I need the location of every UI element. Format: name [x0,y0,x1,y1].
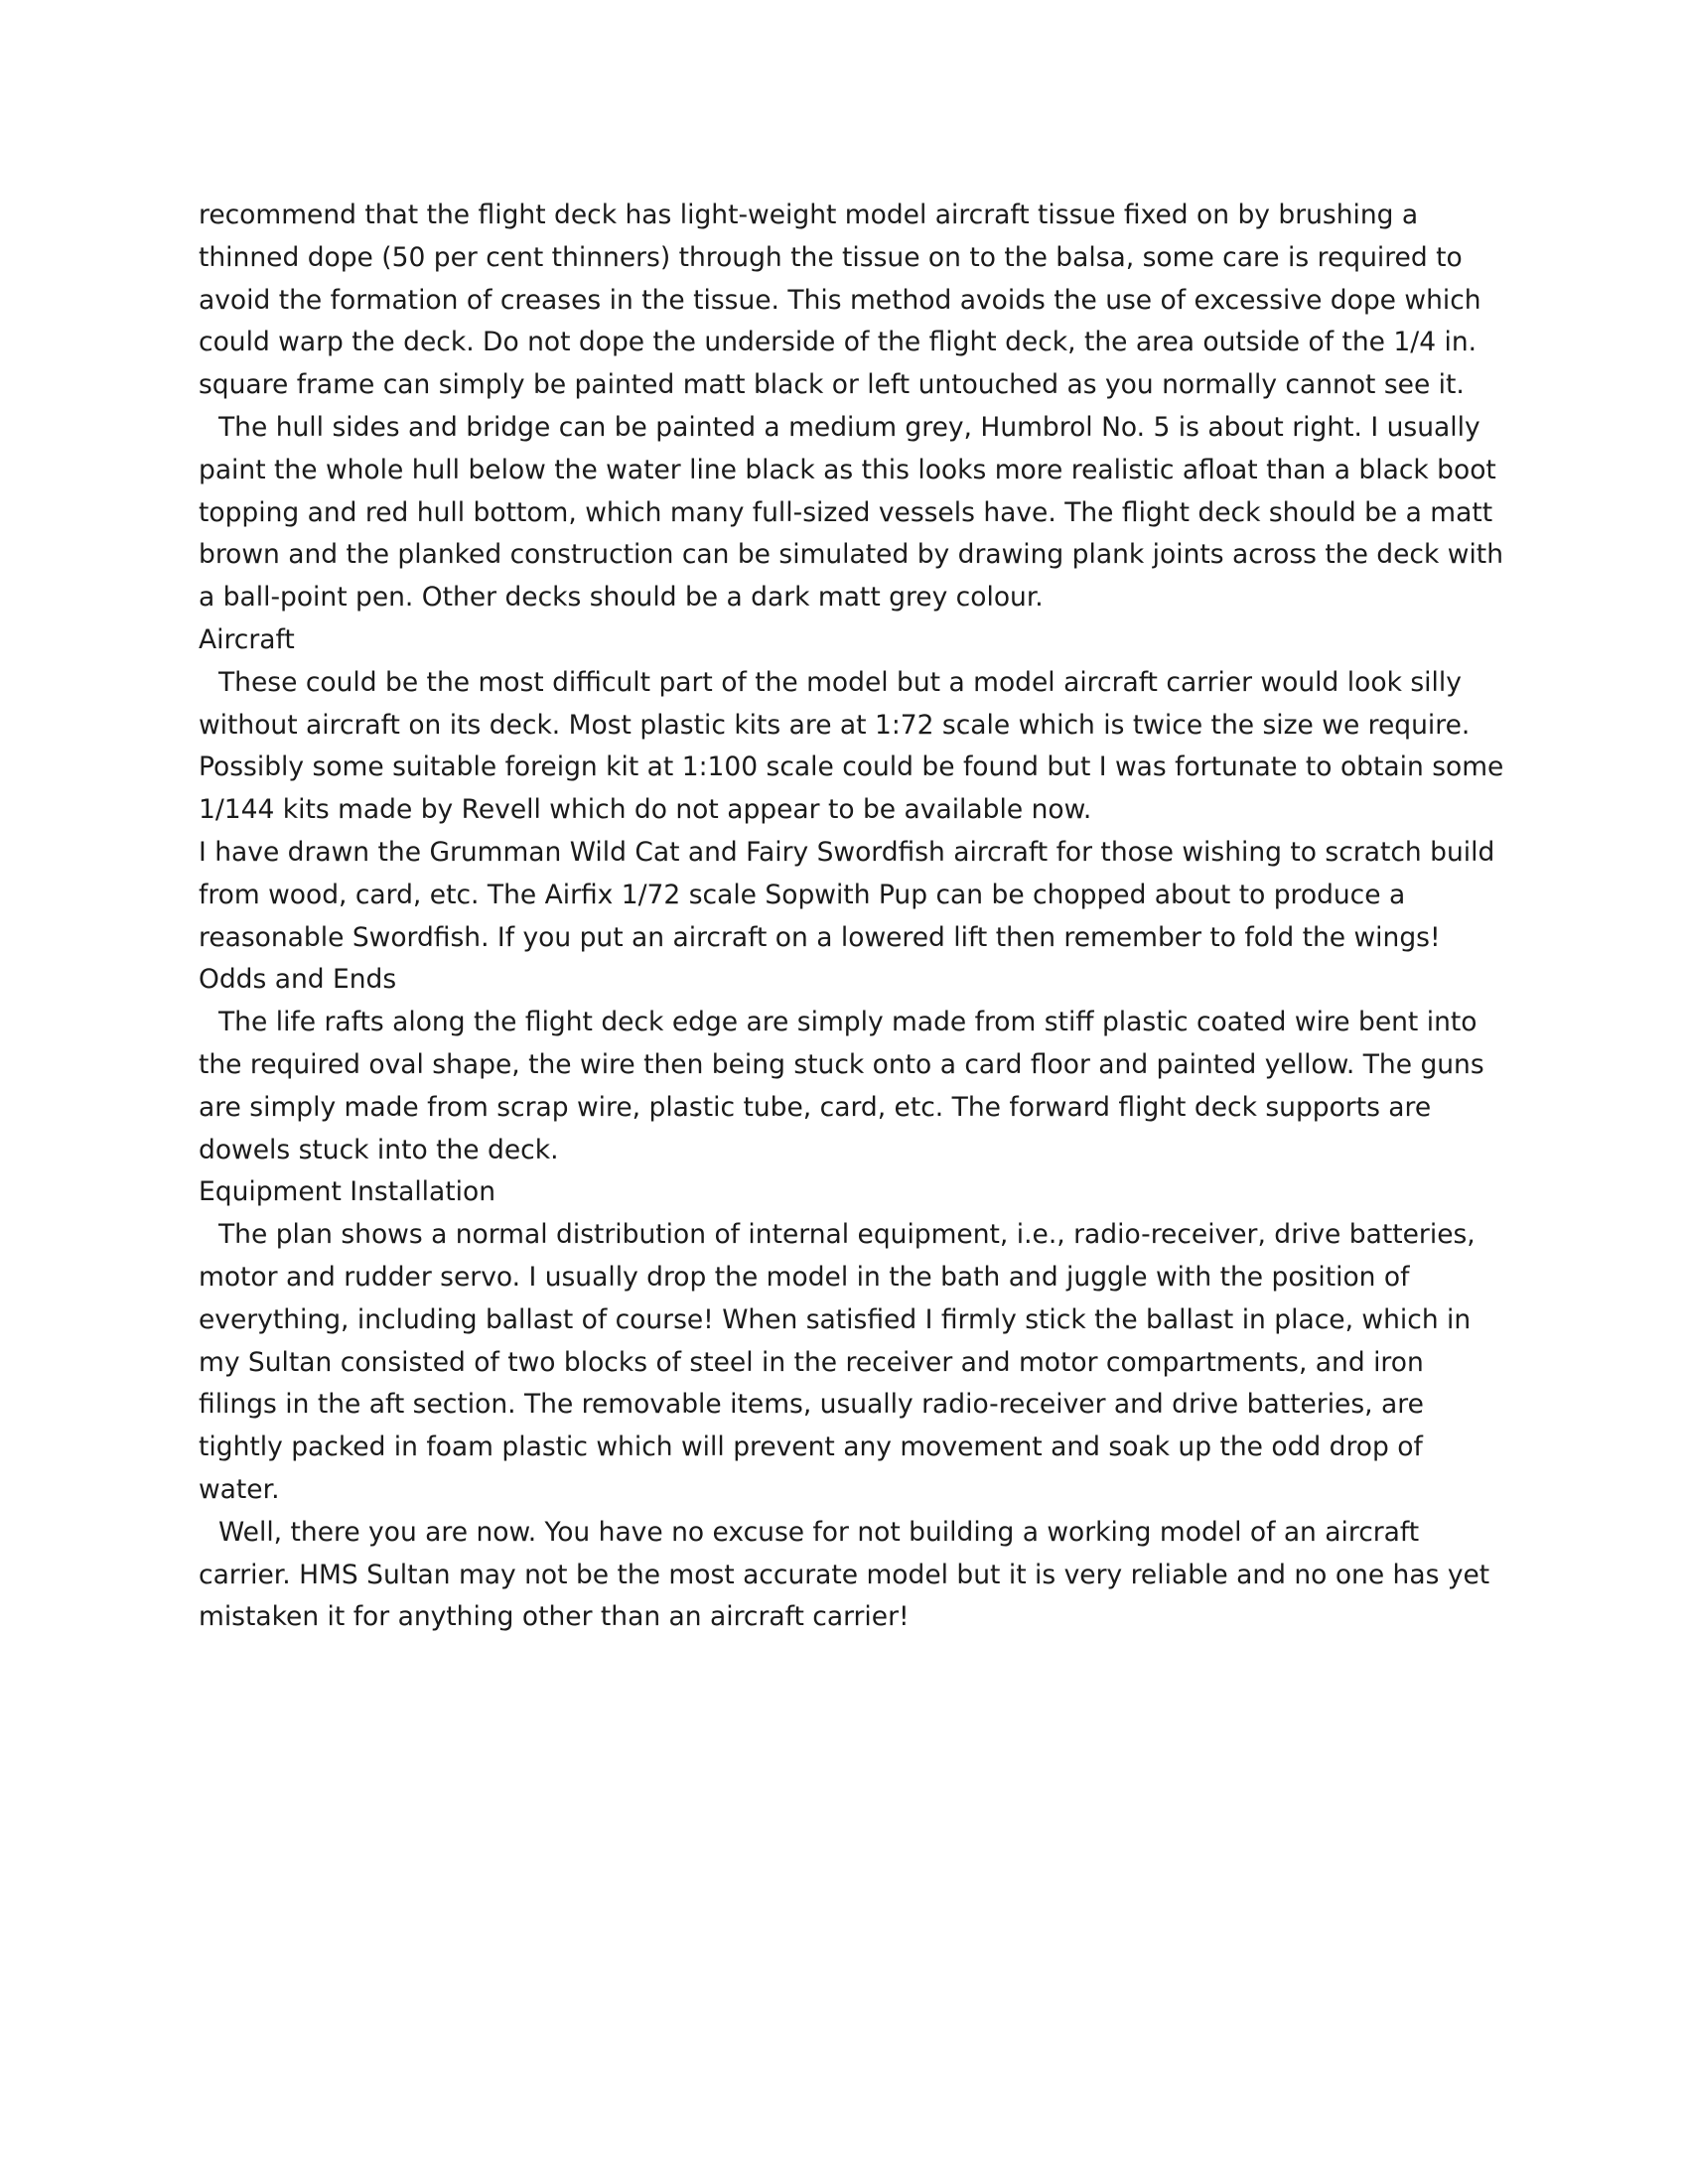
paragraph-conclusion: Well, there you are now. You have no excuse for not building a working model of an aircraft carrier. HMS Sultan may not be the most accurate model but it is very reliable and no one has yet mistaken it for anything other than an aircraft carrier! [199,1516,1490,1633]
paragraph-life-rafts: The life rafts along the flight deck edge are simply made from stiff plastic coated wire bent into the required oval shape, the wire then being stuck onto a card floor and painted yellow. The guns are simply made from scrap wire, plastic tube, card, etc. The forward flight deck supports are dowels stuck into the deck. [199,1007,1484,1165]
paragraph-flight-deck-tissue: recommend that the flight deck has light-weight model aircraft tissue fixed on by brushing a thinned dope (50 per cent thinners) through the tissue on to the balsa, some care is required to avoid the formation of creases in the tissue. This method avoids the use of excessive dope which could warp the deck. Do not dope the underside of the flight deck, the area outside of the 1/4 in. square frame can simply be painted matt black or left untouched as you normally cannot see it. [199,200,1481,401]
paragraph-aircraft-kits: These could be the most difficult part of the model but a model aircraft carrier would look silly without aircraft on its deck. Most plastic kits are at 1:72 scale which is twice the size we require. Possibly some suitable foreign kit at 1:100 scale could be found but I was fortunate to obtain some 1/144 kits made by Revell which do not appear to be available now. [199,666,1504,826]
paragraph-equipment: The plan shows a normal distribution of internal equipment, i.e., radio-receiver, drive batteries, motor and rudder servo. I usually drop the model in the bath and juggle with the position of everything, including ballast of course! When satisfied I firmly stick the ballast in place, which in my Sultan consisted of two blocks of steel in the receiver and motor compartments, and iron filings in the aft section. The removable items, usually radio-receiver and drive batteries, are tightly packed in foam plastic which will prevent any movement and soak up the odd drop of water. [199,1219,1476,1505]
heading-odds-and-ends: Odds and Ends [199,964,397,996]
heading-aircraft: Aircraft [199,623,295,655]
paragraph-aircraft-drawings: I have drawn the Grumman Wild Cat and Fairy Swordfish aircraft for those wishing to scratch build from wood, card, etc. The Airfix 1/72 scale Sopwith Pup can be chopped about to produce a reasonable Swordfish. If you put an aircraft on a lowered lift then remember to fold the wings! [199,836,1495,953]
document-body [199,195,1509,1639]
paragraph-painting: The hull sides and bridge can be painted a medium grey, Humbrol No. 5 is about right. I usually paint the whole hull below the water line black as this looks more realistic afloat than a black boot topping and red hull bottom, which many full-sized vessels have. The flight deck should be a matt brown and the planked construction can be simulated by drawing plank joints across the deck with a ball-point pen. Other decks should be a dark matt grey colour. [199,411,1503,614]
heading-equipment-installation: Equipment Installation [199,1176,496,1208]
